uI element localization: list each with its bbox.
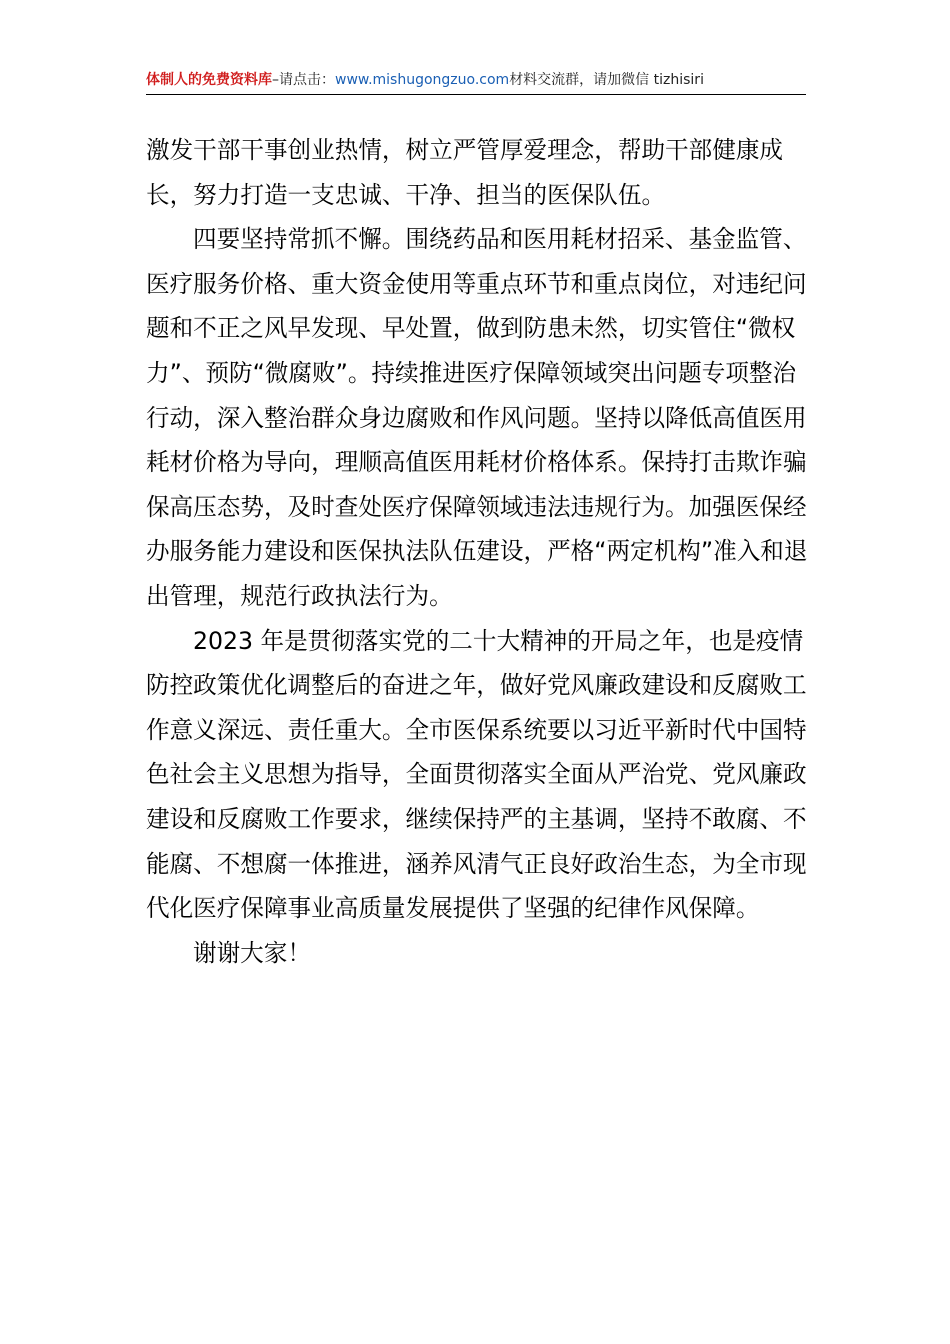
header-prompt: –请点击： <box>272 72 335 88</box>
header-url-link[interactable]: www.mishugongzuo.com <box>335 72 510 88</box>
header-tail: 材料交流群，请加微信 tizhisiri <box>509 72 704 88</box>
document-body <box>146 128 808 975</box>
header-brand: 体制人的免费资料库 <box>146 72 272 88</box>
page-header <box>146 70 806 95</box>
paragraph-closing: 谢谢大家！ <box>193 938 311 967</box>
paragraph-summary: 2023 年是贯彻落实党的二十大精神的开局之年，也是疫情防控政策优化调整后的奋进之年，做好党风廉政建设和反腐败工作意义深远、责任重大。全市医保系统要以习近平新时代中国特色社会主义思想为指导，全面贯彻落实全面从严治党、党风廉政建设和反腐败工作要求，继续保持严的主基调，坚持不敢腐、不能腐、不想腐一体推进，涵养风清气正良好政治生态，为全市现代化医疗保障事业高质量发展提供了坚强的纪律作风保障。 <box>146 626 807 923</box>
paragraph-point-four: 四要坚持常抓不懈。围绕药品和医用耗材招采、基金监管、医疗服务价格、重大资金使用等重点环节和重点岗位，对违纪问题和不正之风早发现、早处置，做到防患未然，切实管住“微权力”、预防“微腐败”。持续推进医疗保障领域突出问题专项整治行动，深入整治群众身边腐败和作风问题。坚持以降低高值医用耗材价格为导向，理顺高值医用耗材价格体系。保持打击欺诈骗保高压态势，及时查处医疗保障领域违法违规行为。加强医保经办服务能力建设和医保执法队伍建设，严格“两定机构”准入和退出管理，规范行政执法行为。 <box>146 225 808 610</box>
paragraph-continuation: 激发干部干事创业热情，树立严管厚爱理念，帮助干部健康成长，努力打造一支忠诚、干净、担当的医保队伍。 <box>146 136 784 209</box>
